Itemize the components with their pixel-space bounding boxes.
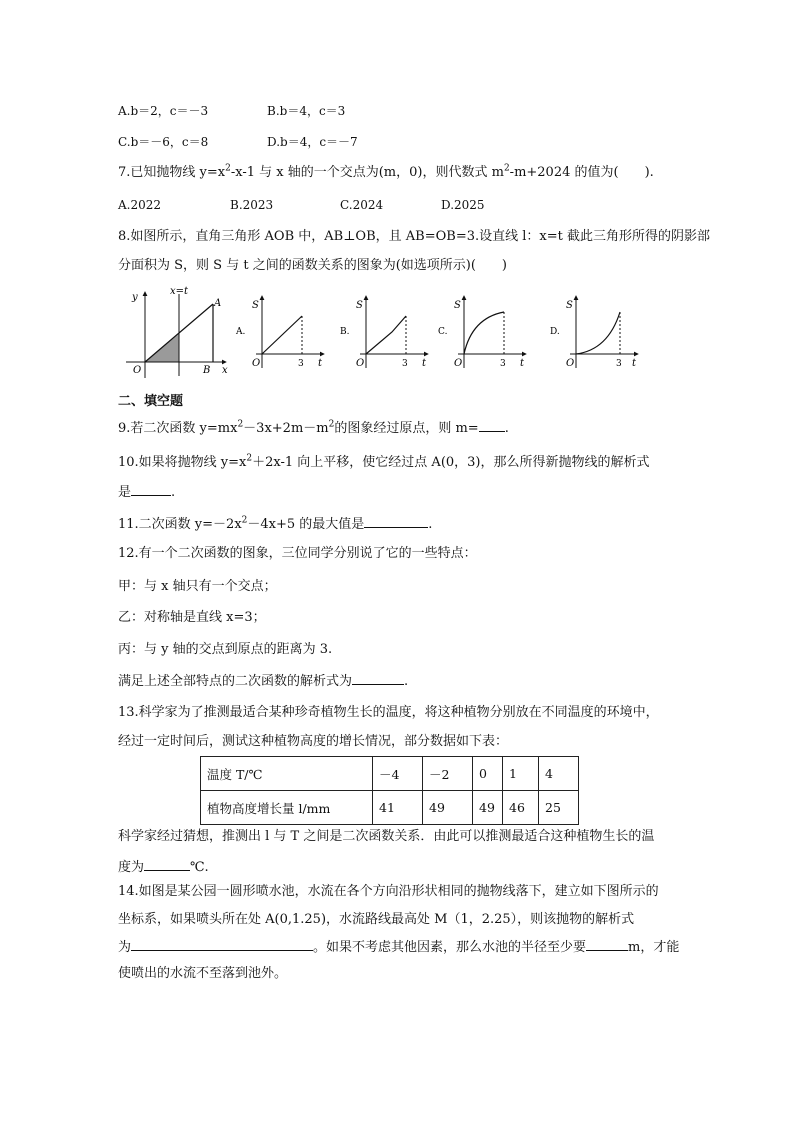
q8-option-d-graph — [546, 288, 646, 374]
xt-label: x=t — [170, 286, 189, 297]
b-label: B — [203, 365, 211, 376]
table-row — [201, 757, 579, 791]
q10-blank[interactable] — [131, 483, 171, 496]
q12-intro: 12.有一个二次函数的图象，三位同学分别说了它的一些特点： — [118, 546, 477, 561]
three-label: 3 — [298, 359, 304, 369]
a-label: A — [214, 298, 222, 309]
q7-option-d: D.2025 — [441, 198, 485, 212]
table-cell: 49 — [423, 791, 473, 825]
table-cell: 46 — [503, 791, 539, 825]
q8-option-a-label: A. — [236, 327, 246, 337]
q8-option-b-label: B. — [340, 327, 350, 337]
t-label: t — [520, 358, 525, 369]
prev-option-d: D.b＝4，c＝－7 — [267, 135, 358, 149]
table-cell: 49 — [473, 791, 503, 825]
o-label: O — [454, 358, 463, 369]
curve-linear — [262, 316, 302, 354]
table-cell: －2 — [423, 757, 473, 791]
q10-line-2: 是 . — [118, 485, 176, 500]
q13-line-4: 度为 ℃. — [118, 860, 209, 875]
s-label: S — [566, 300, 573, 311]
temperature-growth-table — [200, 756, 579, 825]
q7-option-a: A.2022 — [118, 198, 162, 212]
s-label: S — [356, 300, 363, 311]
three-label: 3 — [402, 359, 408, 369]
prev-option-a: A.b＝2，c＝－3 — [118, 104, 209, 118]
table-cell: 25 — [539, 791, 579, 825]
t-label: t — [318, 358, 323, 369]
three-label: 3 — [500, 359, 506, 369]
table-cell: 0 — [473, 757, 503, 791]
prev-option-b: B.b＝4，c＝3 — [267, 104, 346, 118]
prev-option-c: C.b＝－6，c＝8 — [118, 135, 209, 149]
curve-convex — [576, 312, 620, 354]
q7-stem: 7.已知抛物线 $y=x^2-x-1$ 与 x 轴的一个交点为(m，0)，则代数式 $m^2-m+2024$ 的值为( ). — [118, 163, 654, 180]
q10-line-1: 10.如果将抛物线 $y=x^2+2x-1$ 向上平移，使它经过点 A(0，3)，那么所得新抛物线的解析式 — [118, 453, 650, 470]
q13-blank[interactable] — [144, 858, 190, 871]
three-label: 3 — [616, 359, 622, 369]
q8-option-c-graph — [434, 288, 534, 374]
q14-line-2: 坐标系，如果喷头所在处 A(0,1.25)，水流路线最高处 M（1，2.25），则该抛物的解析式 — [118, 912, 635, 927]
q9-blank[interactable] — [479, 419, 505, 432]
q14-line-4: 使喷出的水流不至落到池外。 — [118, 966, 288, 981]
table-cell: －4 — [373, 757, 423, 791]
q12-jia: 甲：与 x 轴只有一个交点； — [118, 579, 277, 594]
q13-line-1: 13.科学家为了推测最适合某种珍奇植物生长的温度，将这种植物分别放在不同温度的环境中， — [118, 705, 659, 720]
q8-line-2: 分面积为 S，则 S 与 t 之间的函数关系的图象为(如选项所示)( ) — [118, 258, 507, 273]
q14-blank-expression[interactable] — [131, 938, 313, 951]
y-label: y — [132, 292, 138, 303]
table-header-cell: 植物高度增长量 l/mm — [201, 791, 373, 825]
t-label: t — [422, 358, 427, 369]
q7-option-c: C.2024 — [340, 198, 384, 212]
table-header-cell: 温度 T/℃ — [201, 757, 373, 791]
q11-stem: 11.二次函数 $y=-2x^2-4x+5$ 的最大值是 . — [118, 515, 433, 532]
table-cell: 4 — [539, 757, 579, 791]
curve-piecewise — [366, 316, 406, 354]
q13-line-2: 经过一定时间后，测试这种植物高度的增长情况，部分数据如下表： — [118, 734, 509, 749]
curve-concave — [464, 312, 504, 354]
q8-triangle-figure — [118, 284, 232, 380]
o-label: O — [252, 358, 261, 369]
q13-line-3: 科学家经过猜想，推测出 l 与 T 之间是二次函数关系．由此可以推测最适合这种植物生长的温 — [118, 829, 655, 844]
s-label: S — [252, 300, 259, 311]
q8-option-c-label: C. — [438, 327, 448, 337]
t-label: t — [632, 358, 637, 369]
x-label: x — [222, 365, 228, 376]
q14-blank-radius[interactable] — [586, 938, 628, 951]
q8-line-1: 8.如图所示，直角三角形 AOB 中，AB⊥OB，且 AB=OB=3.设直线 l：x=t 截此三角形所得的阴影部 — [118, 229, 710, 244]
q9-stem: 9.若二次函数 $y=mx^2-3x+2m-m^2$的图象经过原点，则 m= . — [118, 419, 509, 436]
table-row — [201, 791, 579, 825]
s-label: S — [454, 300, 461, 311]
table-cell: 1 — [503, 757, 539, 791]
o-label: O — [356, 358, 365, 369]
q8-option-d-label: D. — [550, 327, 560, 337]
section-heading: 二、填空题 — [118, 394, 184, 409]
q14-line-1: 14.如图是某公园一圆形喷水池，水流在各个方向沿形状相同的抛物线落下，建立如下图所示的 — [118, 884, 659, 899]
q7-option-b: B.2023 — [230, 198, 274, 212]
q8-option-b-graph — [336, 288, 436, 374]
q8-option-a-graph — [232, 288, 332, 374]
q12-ask: 满足上述全部特点的二次函数的解析式为 . — [118, 674, 409, 689]
q12-blank[interactable] — [352, 672, 404, 685]
o-label: O — [566, 358, 575, 369]
q12-bing: 丙：与 y 轴的交点到原点的距离为 3. — [118, 642, 333, 657]
q11-blank[interactable] — [364, 515, 428, 528]
table-cell: 41 — [373, 791, 423, 825]
o-label: O — [133, 365, 142, 376]
q14-line-3: 为 。如果不考虑其他因素，那么水池的半径至少要 m，才能 — [118, 940, 680, 955]
q12-yi: 乙：对称轴是直线 x=3； — [118, 610, 266, 625]
